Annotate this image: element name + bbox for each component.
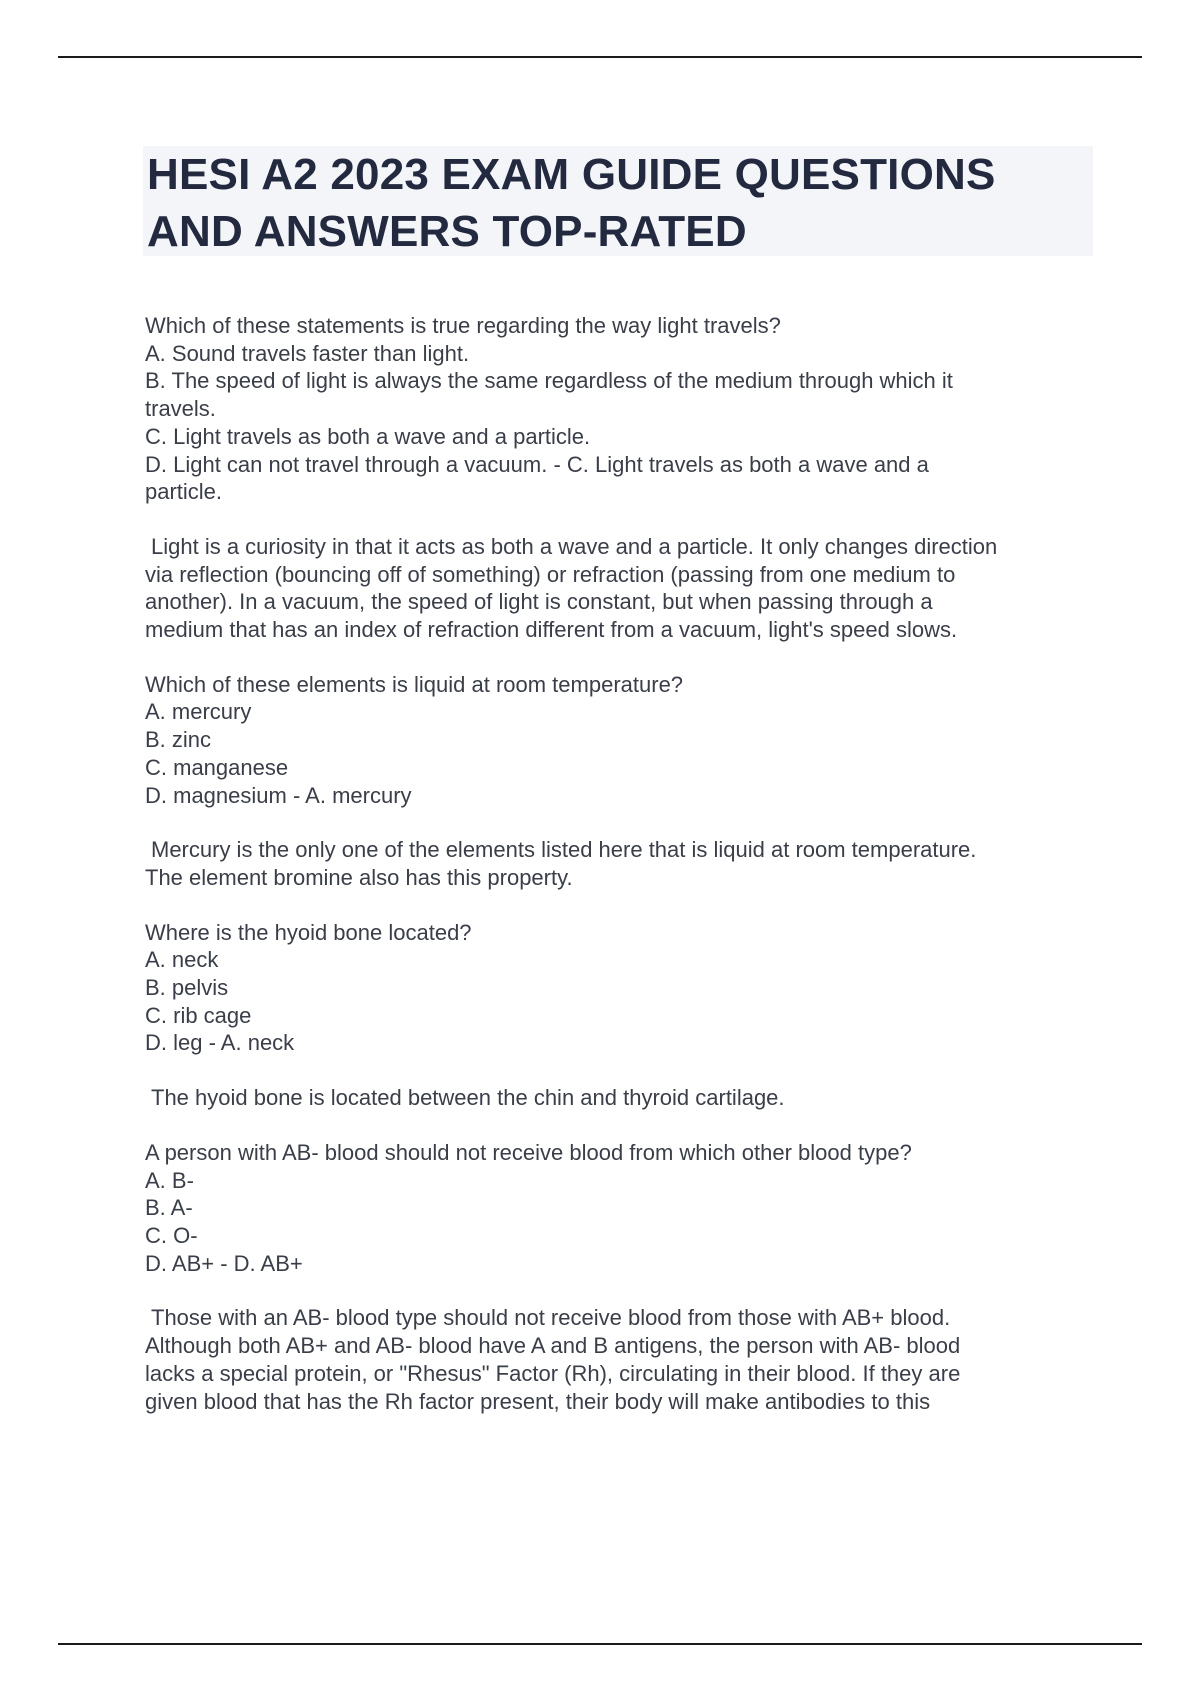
question-text: Which of these elements is liquid at room temperature? <box>145 671 684 697</box>
explanation-text: via reflection (bouncing off of something) or refraction (passing from one medium to <box>145 561 956 587</box>
answer-option: C. O- <box>145 1222 198 1248</box>
explanation-text: Light is a curiosity in that it acts as both a wave and a particle. It only changes direction <box>151 533 998 559</box>
answer-option: A. Sound travels faster than light. <box>145 340 470 366</box>
explanation-text: lacks a special protein, or "Rhesus" Factor (Rh), circulating in their blood. If they are <box>145 1360 961 1386</box>
answer-option: C. rib cage <box>145 1002 252 1028</box>
explanation-block <box>145 533 1085 644</box>
page-title <box>143 146 1093 260</box>
question-text: Where is the hyoid bone located? <box>145 919 472 945</box>
explanation-text: medium that has an index of refraction different from a vacuum, light's speed slows. <box>145 617 958 643</box>
answer-option: A. mercury <box>145 699 252 725</box>
explanation-text: given blood that has the Rh factor present, their body will make antibodies to this <box>145 1388 931 1414</box>
question-block <box>145 919 1085 1058</box>
answer-option: A. neck <box>145 947 219 973</box>
explanation-text: Mercury is the only one of the elements listed here that is liquid at room temperature. <box>151 837 977 863</box>
answer-option: B. zinc <box>145 727 212 753</box>
explanation-text: The hyoid bone is located between the chin and thyroid cartilage. <box>151 1085 785 1111</box>
question-text: A person with AB- blood should not receive blood from which other blood type? <box>145 1139 912 1165</box>
answer-option: B. A- <box>145 1195 193 1221</box>
explanation-text: another). In a vacuum, the speed of light is constant, but when passing through a <box>145 589 933 615</box>
explanation-block <box>145 836 1085 891</box>
explanation-block <box>145 1084 1085 1112</box>
answer-option: C. Light travels as both a wave and a particle. <box>145 423 591 449</box>
question-block <box>145 312 1085 506</box>
answer-option: A. B- <box>145 1167 194 1193</box>
answer-option: B. pelvis <box>145 975 229 1001</box>
answer-option: D. leg - A. neck <box>145 1030 295 1056</box>
answer-option: B. The speed of light is always the same regardless of the medium through which it <box>145 368 953 394</box>
explanation-text: The element bromine also has this property. <box>145 864 573 890</box>
title-block <box>143 146 1093 256</box>
question-text: Which of these statements is true regarding the way light travels? <box>145 313 781 338</box>
explanation-text: Those with an AB- blood type should not receive blood from those with AB+ blood. <box>151 1305 951 1331</box>
answer-option: C. manganese <box>145 754 289 780</box>
answer-option: D. magnesium - A. mercury <box>145 782 412 808</box>
question-block <box>145 1139 1085 1278</box>
explanation-text: Although both AB+ and AB- blood have A and B antigens, the person with AB- blood <box>145 1333 961 1359</box>
answer-option: particle. <box>145 479 223 505</box>
explanation-block <box>145 1304 1085 1415</box>
document-body <box>145 312 1085 1442</box>
title-line: HESI A2 2023 EXAM GUIDE QUESTIONS <box>147 150 996 199</box>
title-line: AND ANSWERS TOP-RATED <box>147 207 747 256</box>
question-block <box>145 671 1085 810</box>
header-rule <box>58 56 1142 58</box>
answer-option: travels. <box>145 396 216 422</box>
answer-option: D. AB+ - D. AB+ <box>145 1250 303 1276</box>
footer-rule <box>58 1643 1142 1645</box>
answer-option: D. Light can not travel through a vacuum. - C. Light travels as both a wave and a <box>145 451 929 477</box>
